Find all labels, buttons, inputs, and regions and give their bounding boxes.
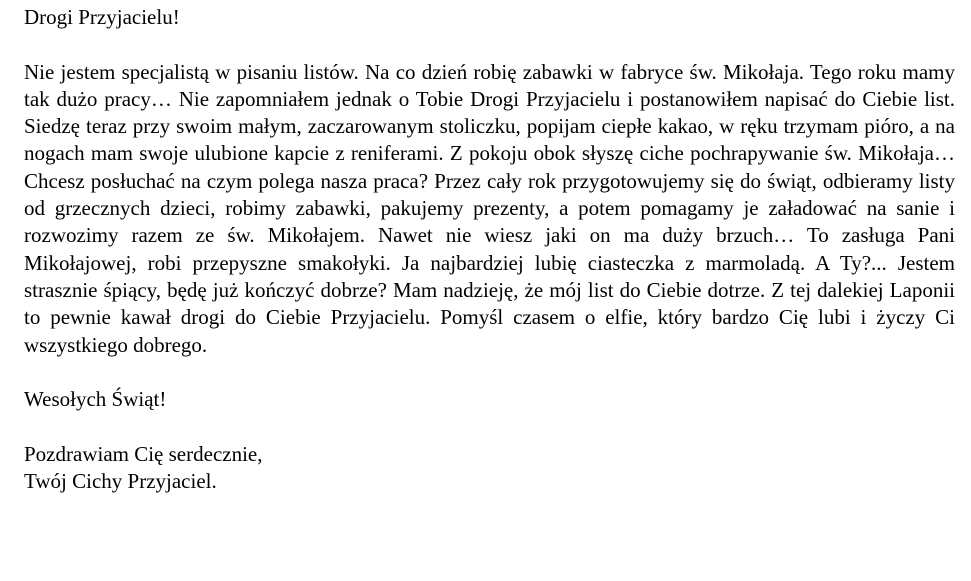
- letter-body: Nie jestem specjalistą w pisaniu listów. Na co dzień robię zabawki w fabryce św. Mikołaja. Tego roku mamy tak dużo pracy… Nie zapomniałem jednak o Tobie Drogi Przyjacielu i postanowiłem napisać do Ciebie list. Siedzę teraz przy swoim małym, zaczarowanym stoliczku, popijam ciepłe kakao, w ręku trzymam pióro, a na nogach mam swoje ulubione kapcie z reniferami. Z pokoju obok słyszę ciche pochrapywanie św. Mikołaja… Chcesz posłuchać na czym polega nasza praca? Przez cały rok przygotowujemy się do świąt, odbieramy listy od grzecznych dzieci, robimy zabawki, pakujemy prezenty, a potem pomagamy je załadować na sanie i rozwozimy razem ze św. Mikołajem. Nawet nie wiesz jaki on ma duży brzuch… To zasługa Pani Mikołajowej, robi przepyszne smakołyki. Ja najbardziej lubię ciasteczka z marmoladą. A Ty?... Jestem strasznie śpiący, będę już kończyć dobrze? Mam nadzieję, że mój list do Ciebie dotrze. Z tej dalekiej Laponii to pewnie kawał drogi do Ciebie Przyjacielu. Pomyśl czasem o elfie, który bardzo Cię lubi i życzy Ci wszystkiego dobrego.: [24, 59, 955, 357]
- letter-wishes: Wesołych Świąt!: [24, 387, 167, 412]
- letter-signature: Twój Cichy Przyjaciel.: [24, 469, 217, 494]
- letter-greeting: Drogi Przyjacielu!: [24, 5, 180, 29]
- letter-closing: Pozdrawiam Cię serdecznie,: [24, 441, 263, 466]
